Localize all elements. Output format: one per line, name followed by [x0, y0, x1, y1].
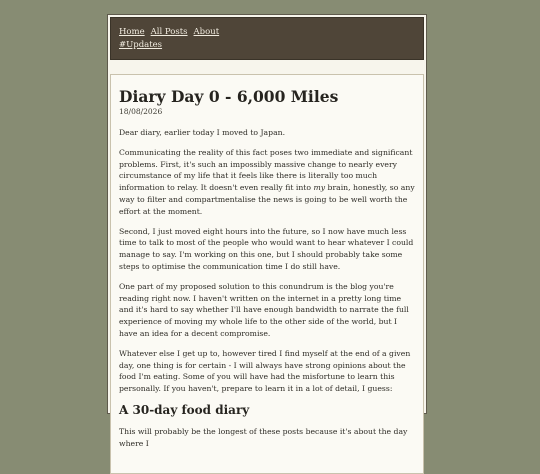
nav-about-link[interactable]: About [193, 27, 220, 37]
post-title: Diary Day 0 - 6,000 Miles [119, 87, 339, 106]
paragraph-4: One part of my proposed solution to this conundrum is the blog you're reading right now. I haven't written on the internet in a pretty long time and it's hard to say whether I'll have enough bandwidth to narrate the full experience of moving my whole life to the other side of the world, but I have an idea for a decent compromise. [119, 281, 409, 338]
paragraph-2 [119, 147, 415, 218]
section-heading: A 30-day food diary [119, 402, 250, 417]
paragraph-3: Second, I just moved eight hours into the future, so I now have much less time to talk to most of the people who would want to hear whatever I could manage to say. I'm working on this one, but I should probably take some steps to optimise the communication time I do still have. [119, 226, 414, 271]
nav-home-link[interactable]: Home [119, 27, 145, 37]
post-card [110, 74, 424, 474]
paragraph-2-part-a: Communicating the reality of this fact poses two immediate and significant problems. First, it's such an impossibly massive change to nearly every circumstance of my life that it feels like there is literally too much information to relay. It doesn't even really fit into [119, 147, 413, 193]
paragraph-6: This will probably be the longest of these posts because it's about the day where I [119, 426, 408, 448]
nav-all-posts-link[interactable]: All Posts [150, 27, 188, 37]
top-nav [110, 17, 424, 60]
page-frame [107, 14, 427, 448]
paragraph-5: Whatever else I get up to, however tired I find myself at the end of a given day, one thing is for certain - I will always have strong opinions about the food I'm eating. Some of you will have had the misfortune to learn this personally. If you haven't, prepare to learn it in a lot of detail, I guess: [119, 348, 411, 394]
paragraph-2-emphasis: my [313, 183, 326, 193]
post-date: 18/08/2026 [119, 107, 163, 116]
paragraph-1: Dear diary, earlier today I moved to Japan. [119, 128, 286, 137]
nav-updates-link[interactable]: #Updates [119, 40, 163, 50]
paragraph-2-part-b: brain, honestly, so any way to filter and compartmentalise the news is going to be well worth the effort at the moment. [119, 183, 415, 216]
